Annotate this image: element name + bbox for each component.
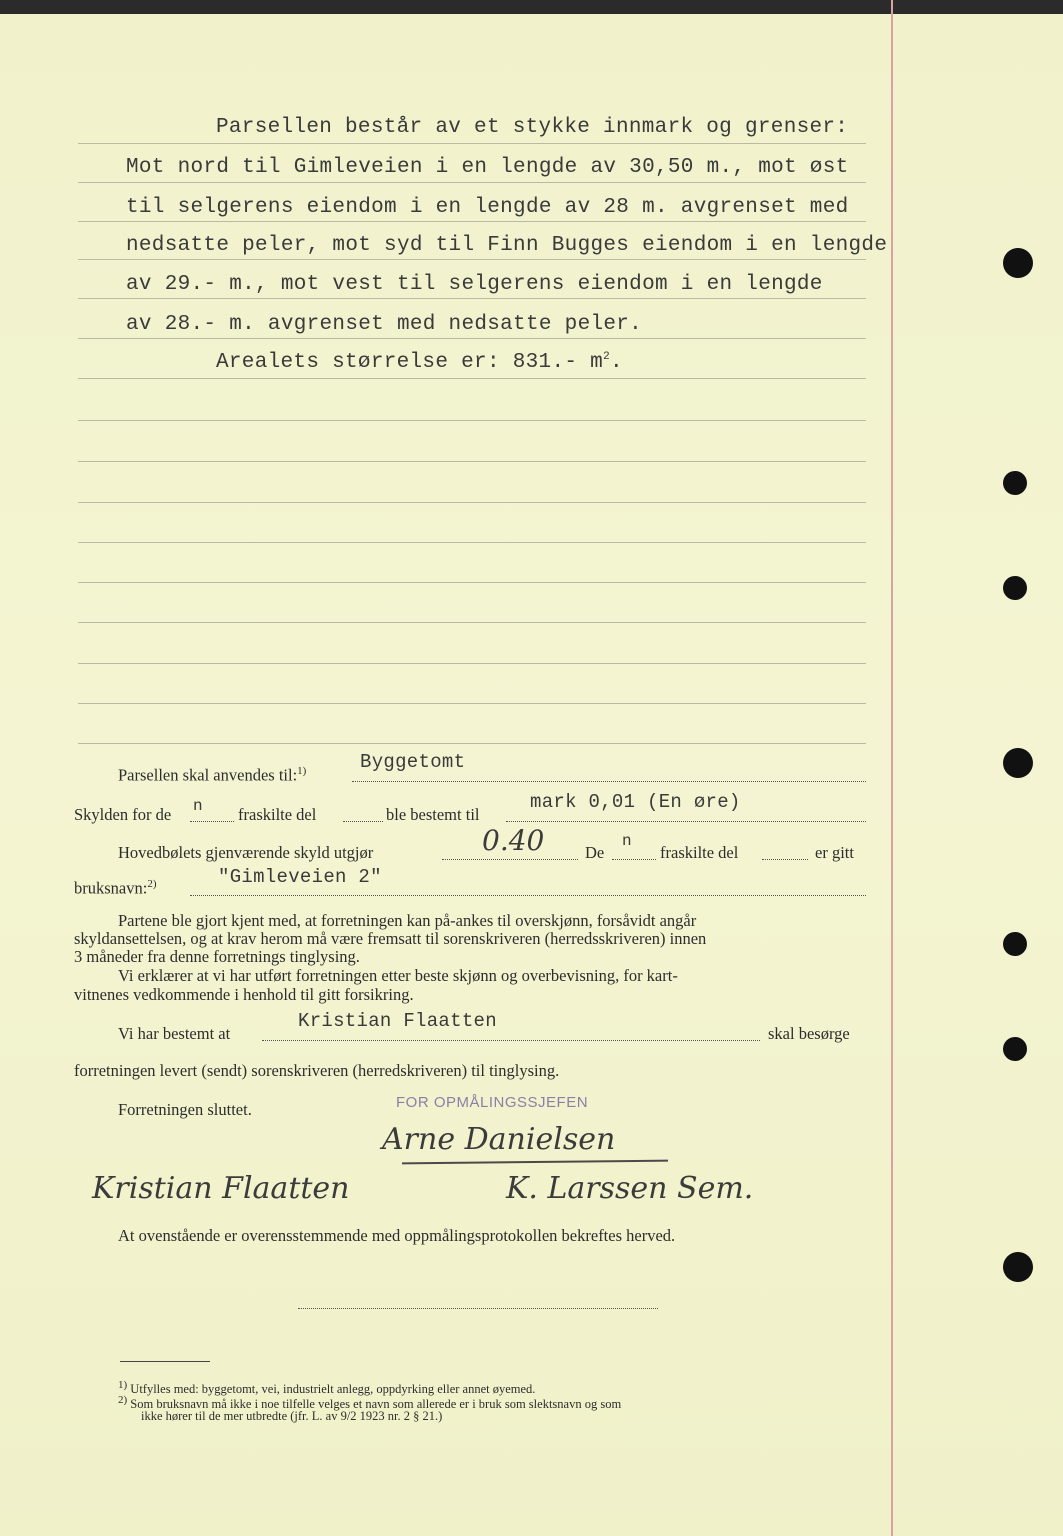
ruled-line [78,338,866,339]
typed-line: Parsellen består av et stykke innmark og grenser: [216,116,849,139]
typed-line: Mot nord til Gimleveien i en lengde av 30,50 m., mot øst [126,156,849,179]
fraskilte-label: fraskilte del [660,843,739,862]
bestemt-label: Vi har bestemt at [118,1024,231,1043]
signature: Kristian Flaatten [92,1171,350,1206]
skyld-label-3: ble bestemt til [386,805,480,824]
signature-underline [402,1160,668,1165]
partene-text: Partene ble gjort kjent med, at forretningen kan på-ankes til overskjønn, forsåvidt angår [118,911,697,930]
ruled-line [78,622,866,623]
dotted-field [506,821,866,822]
dotted-field [262,1040,760,1041]
punch-hole [1003,748,1033,778]
office-stamp: FOR OPMÅLINGSSJEFEN [396,1094,589,1111]
partene-text: skyldansettelsen, og at krav herom må være fremsatt til sorenskriveren (herredsskriveren) innen [74,929,707,948]
ruled-line [78,420,866,421]
ruled-line [78,221,866,222]
besorge-label: skal besørge [768,1024,850,1043]
ruled-line [78,703,866,704]
use-value: Byggetomt [360,751,466,773]
punch-hole [1003,1252,1033,1282]
punch-hole [1003,248,1033,278]
area-end: . [609,351,623,374]
punch-hole [1003,932,1027,956]
footnote-2-cont: ikke hører til de mer utbredte (jfr. L. av 9/2 1923 nr. 2 § 21.) [141,1409,443,1423]
ruled-line [78,182,866,183]
dotted-field [762,859,808,860]
erklaering-text: Vi erklærer at vi har utført forretningen etter beste skjønn og overbevisning, for kart- [118,966,678,985]
ruled-line [78,143,866,144]
ruled-line [78,259,866,260]
dotted-field [612,859,656,860]
skyld-label-2: fraskilte del [238,805,317,824]
footnote-1: 1) Utfylles med: byggetomt, vei, industrielt anlegg, oppdyrking eller annet øyemed. [118,1379,536,1397]
punch-hole [1003,1037,1027,1061]
confirm-text: At ovenstående er overensstemmende med oppmålingsprotokollen bekreftes herved. [118,1226,676,1245]
footnote-rule [120,1361,210,1362]
typed-line: nedsatte peler, mot syd til Finn Bugges eiendom i en lengde [126,234,888,257]
typed-line: til selgerens eiendom i en lengde av 28 m. avgrenset med [126,196,849,219]
dotted-field [343,821,383,822]
ruled-line [78,743,866,744]
ruled-line [78,542,866,543]
ruled-line [78,502,866,503]
ruled-line [78,663,866,664]
punch-hole [1003,471,1027,495]
bruksnavn-label: bruksnavn:$^{2)}$ [74,878,157,898]
signature: K. Larssen Sem. [506,1171,754,1206]
area-line [216,351,623,374]
er-gitt: er gitt [815,843,854,862]
margin-rule [891,0,893,1536]
ruled-line [78,378,866,379]
hoved-label: Hovedbølets gjenværende skyld utgjør [118,843,374,862]
skyld-value: mark 0,01 (En øre) [530,791,741,813]
ruled-line [78,582,866,583]
levert-text: forretningen levert (sendt) sorenskriveren (herredskriveren) til tinglysing. [74,1061,560,1080]
skyld-label: Skylden for de [74,805,172,824]
skyld-n: n [193,797,203,815]
ruled-line [78,461,866,462]
erklaering-text: vitnenes vedkommende i henhold til gitt forsikring. [74,985,414,1004]
bruksnavn-value: "Gimleveien 2" [218,866,382,888]
de-n: n [622,832,632,850]
partene-text: 3 måneder fra denne forretnings tinglysing. [74,947,360,966]
area-exponent: 2 [603,351,610,363]
typed-line: av 28.- m. avgrenset med nedsatte peler. [126,313,643,336]
dotted-field [190,821,234,822]
area-label: Arealets størrelse er: 831.- m [216,351,604,374]
bestemt-value: Kristian Flaatten [298,1010,497,1032]
sluttet-text: Forretningen sluttet. [118,1100,252,1119]
scan-top-edge [0,0,1063,14]
dotted-field [190,895,866,896]
dotted-field [352,781,866,782]
typed-line: av 29.- m., mot vest til selgerens eiendom i en lengde [126,273,823,296]
dotted-field [442,859,578,860]
footnote-2: 2) Som bruksnavn må ikke i noe tilfelle velges et navn som allerede er i bruk som slektsnavn og som [118,1394,622,1412]
de-label: De [585,843,605,862]
signature: Arne Danielsen [382,1122,616,1157]
punch-hole [1003,576,1027,600]
hoved-value: 0.40 [482,824,545,857]
ruled-line [78,298,866,299]
use-label: Parsellen skal anvendes til:$^{1)}$ [118,765,307,785]
dotted-field [298,1308,658,1309]
